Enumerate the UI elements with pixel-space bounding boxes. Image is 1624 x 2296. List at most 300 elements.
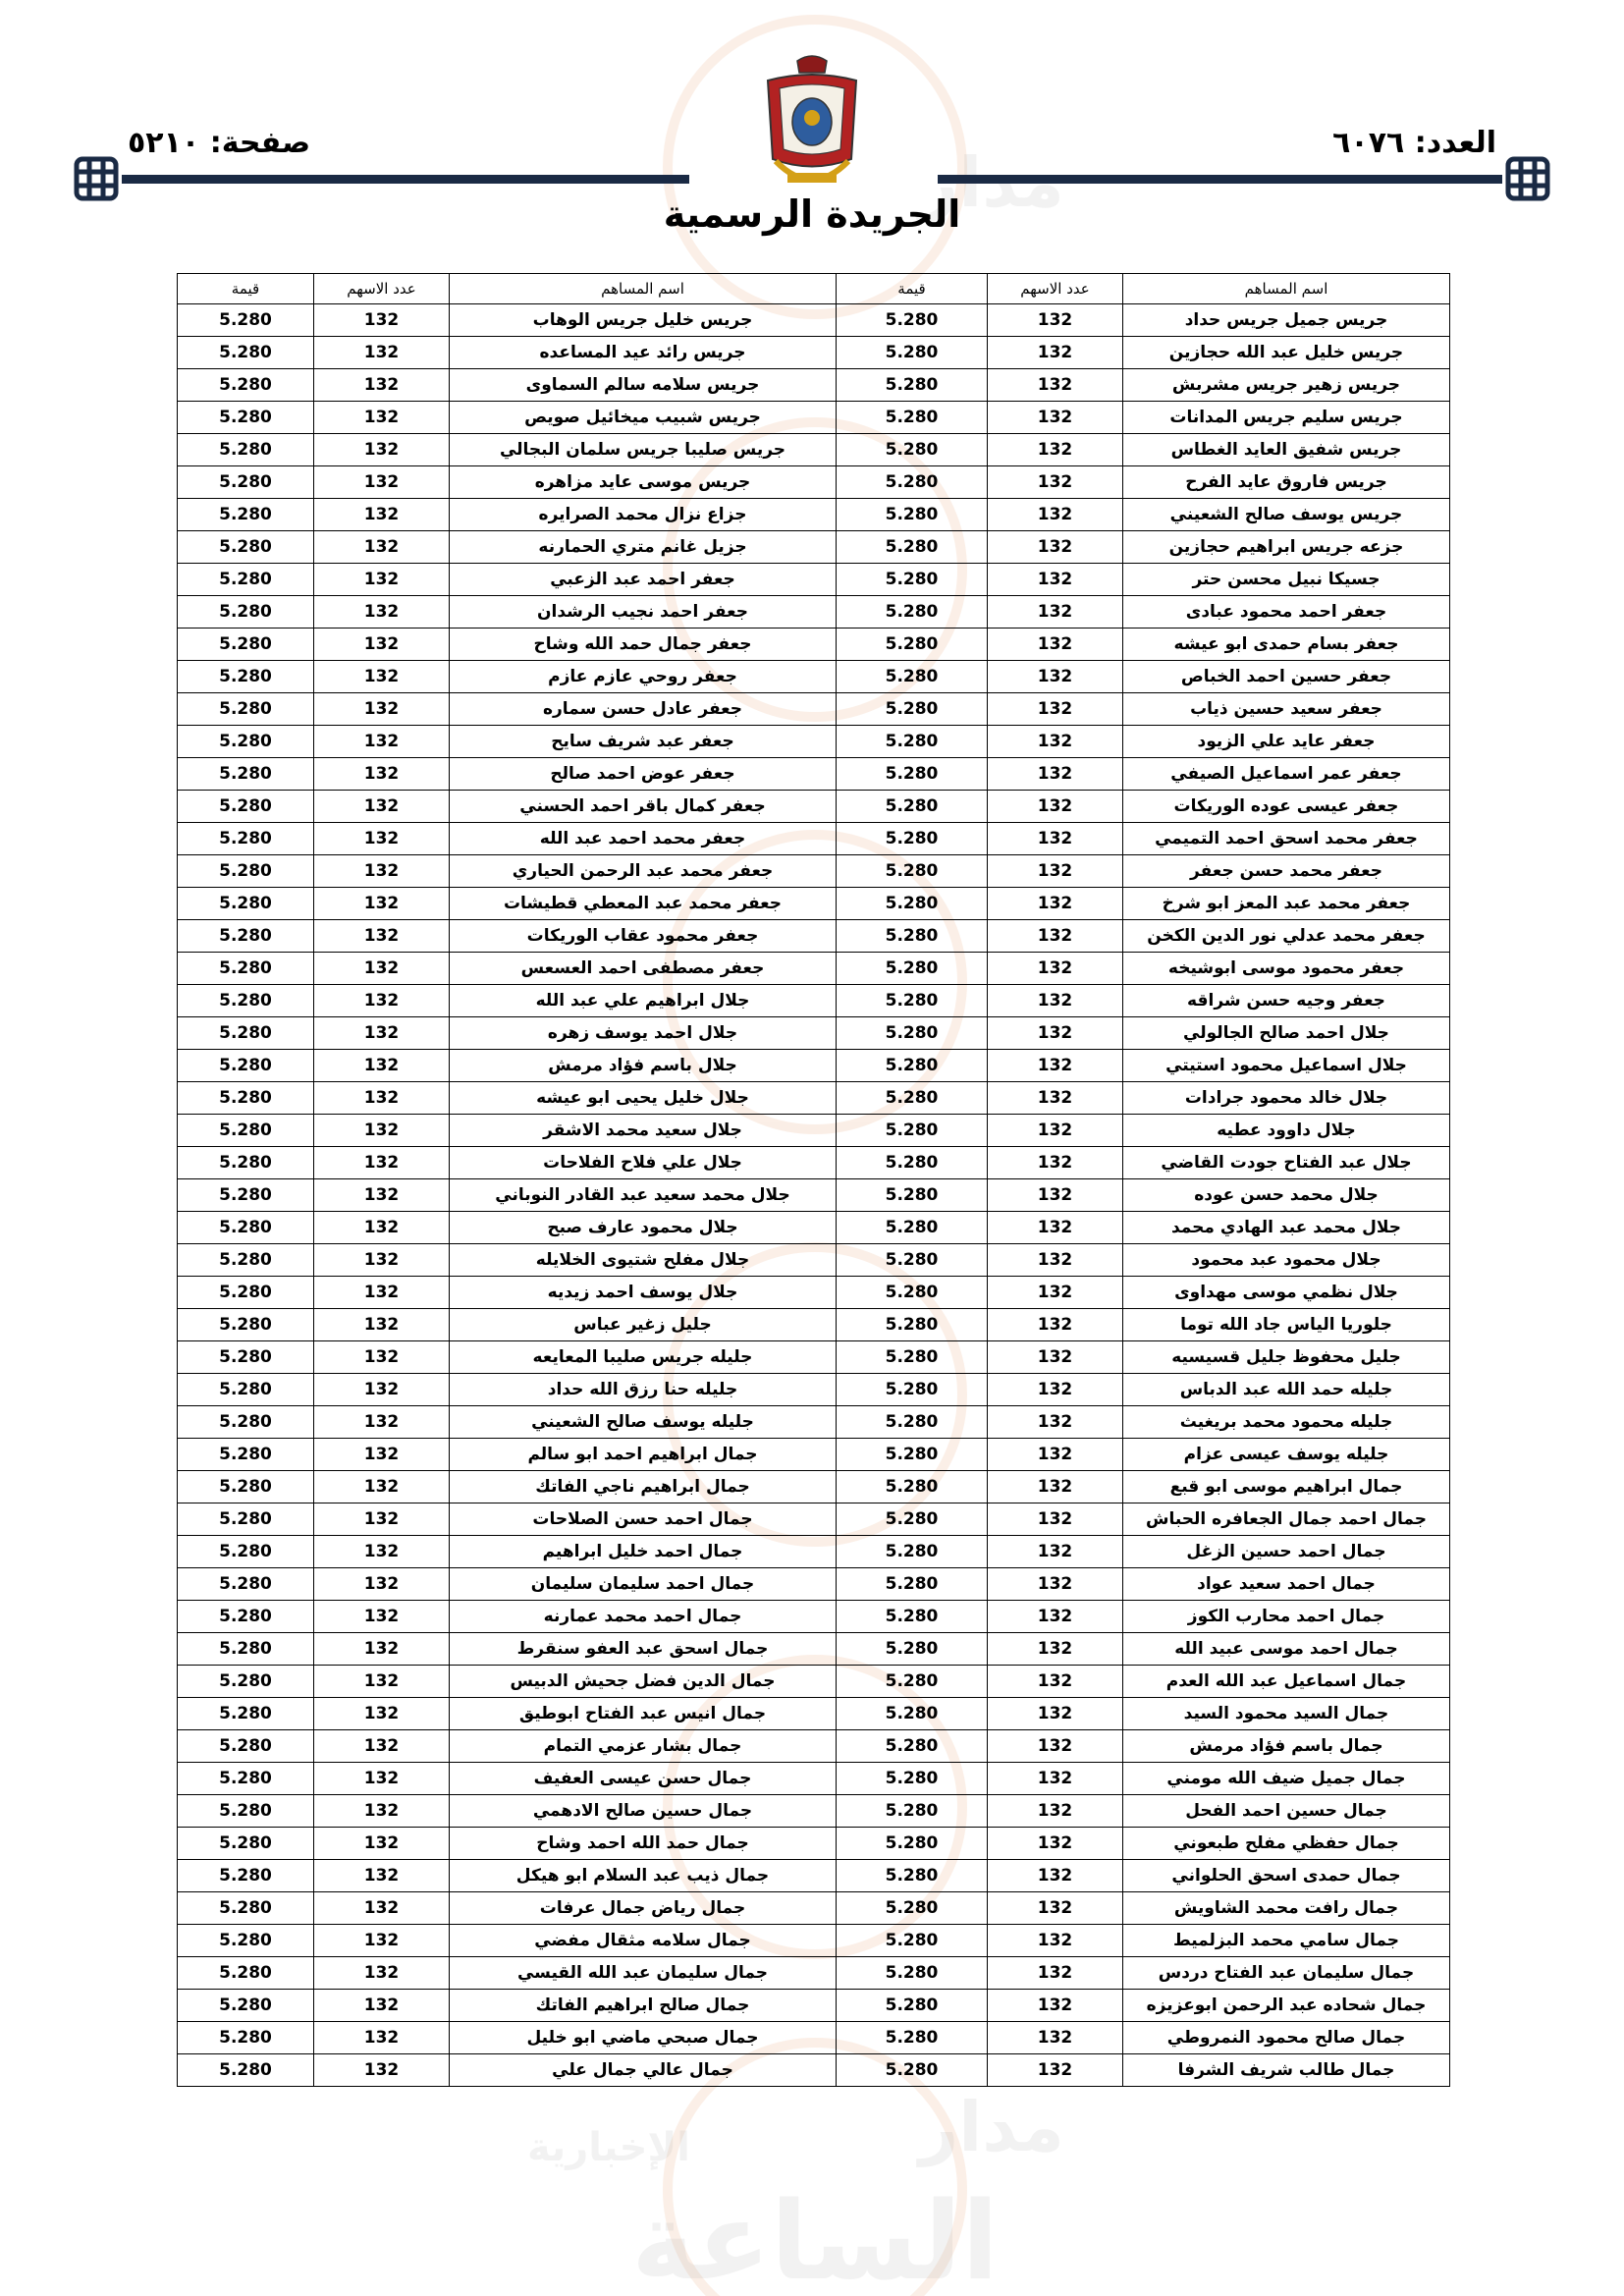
share-value-left: 5.280 xyxy=(178,1406,314,1439)
share-count-right: 132 xyxy=(988,1341,1123,1374)
share-value-left: 5.280 xyxy=(178,758,314,791)
shareholder-name-right: جمال احمد جمال الجعافره الحباش xyxy=(1123,1503,1450,1536)
shareholder-name-right: جمال حفظي مفلح طبعوني xyxy=(1123,1828,1450,1860)
shareholder-name-right: جلال داوود عطيه xyxy=(1123,1115,1450,1147)
table-row xyxy=(178,1892,1450,1925)
shareholder-name-left: جزاع نزال محمد الصرايره xyxy=(450,499,837,531)
share-value-left: 5.280 xyxy=(178,2022,314,2054)
share-count-left: 132 xyxy=(314,661,450,693)
header-value-right: قيمة xyxy=(837,274,988,304)
share-value-right: 5.280 xyxy=(837,2054,988,2087)
share-value-left: 5.280 xyxy=(178,1439,314,1471)
shareholder-name-right: جعفر بسام حمدى ابو عيشه xyxy=(1123,629,1450,661)
share-count-left: 132 xyxy=(314,1795,450,1828)
shareholder-name-left: جمال حسين صالح الادهمي xyxy=(450,1795,837,1828)
share-count-left: 132 xyxy=(314,1374,450,1406)
gazette-title: الجريدة الرسمية xyxy=(663,192,961,236)
share-count-right: 132 xyxy=(988,1115,1123,1147)
table-row xyxy=(178,888,1450,920)
shareholder-name-left: جلال محمد سعيد عبد القادر النوباني xyxy=(450,1179,837,1212)
shareholder-name-right: جمال سامي محمد البزلميط xyxy=(1123,1925,1450,1957)
shareholder-name-left: جمال صبحي ماضي ابو خليل xyxy=(450,2022,837,2054)
share-count-left: 132 xyxy=(314,1503,450,1536)
share-value-left: 5.280 xyxy=(178,1179,314,1212)
shareholder-name-left: جمال ذيب عبد السلام ابو هيكل xyxy=(450,1860,837,1892)
share-count-left: 132 xyxy=(314,1892,450,1925)
table-row xyxy=(178,823,1450,855)
shareholder-name-left: جريس موسى عايد مزاهره xyxy=(450,466,837,499)
share-value-right: 5.280 xyxy=(837,337,988,369)
share-count-left: 132 xyxy=(314,1828,450,1860)
share-value-right: 5.280 xyxy=(837,1763,988,1795)
share-count-left: 132 xyxy=(314,304,450,337)
shareholder-name-left: جمال ابراهيم احمد ابو سالم xyxy=(450,1439,837,1471)
header-count-left: عدد الاسهم xyxy=(314,274,450,304)
share-count-left: 132 xyxy=(314,629,450,661)
table-row xyxy=(178,1017,1450,1050)
share-count-right: 132 xyxy=(988,985,1123,1017)
share-value-right: 5.280 xyxy=(837,1277,988,1309)
share-count-right: 132 xyxy=(988,1698,1123,1730)
share-count-left: 132 xyxy=(314,693,450,726)
share-value-right: 5.280 xyxy=(837,369,988,402)
shareholder-name-right: جمال طالب شريف الشرفا xyxy=(1123,2054,1450,2087)
header-rule-right xyxy=(938,175,1502,184)
share-value-right: 5.280 xyxy=(837,1828,988,1860)
share-value-left: 5.280 xyxy=(178,2054,314,2087)
share-value-left: 5.280 xyxy=(178,693,314,726)
shareholder-name-right: جعفر عمر اسماعيل الصيفي xyxy=(1123,758,1450,791)
shareholder-name-right: جلال محمد عبد الهادي محمد xyxy=(1123,1212,1450,1244)
shareholder-name-right: جريس جميل جريس حداد xyxy=(1123,304,1450,337)
table-row xyxy=(178,1341,1450,1374)
share-value-right: 5.280 xyxy=(837,1568,988,1601)
share-value-left: 5.280 xyxy=(178,1633,314,1666)
share-count-right: 132 xyxy=(988,1633,1123,1666)
share-count-left: 132 xyxy=(314,1050,450,1082)
shareholder-name-right: جعفر احمد محمود عبادى xyxy=(1123,596,1450,629)
share-value-right: 5.280 xyxy=(837,1179,988,1212)
share-value-left: 5.280 xyxy=(178,1503,314,1536)
shareholder-name-left: جعفر كمال باقر احمد الحسني xyxy=(450,791,837,823)
shareholder-name-left: جمال سلامه مثقال مفضي xyxy=(450,1925,837,1957)
share-count-left: 132 xyxy=(314,823,450,855)
shareholder-name-left: جلال خليل يحيى ابو عيشه xyxy=(450,1082,837,1115)
share-count-left: 132 xyxy=(314,564,450,596)
shareholder-name-left: جعفر احمد نجيب الرشدان xyxy=(450,596,837,629)
shareholder-name-right: جلوريا الياس جاد الله توما xyxy=(1123,1309,1450,1341)
share-value-left: 5.280 xyxy=(178,1698,314,1730)
share-value-right: 5.280 xyxy=(837,1050,988,1082)
shareholder-name-left: جلال باسم فؤاد مرمش xyxy=(450,1050,837,1082)
table-row xyxy=(178,661,1450,693)
share-value-left: 5.280 xyxy=(178,1147,314,1179)
share-value-right: 5.280 xyxy=(837,823,988,855)
share-value-left: 5.280 xyxy=(178,1212,314,1244)
share-count-left: 132 xyxy=(314,1990,450,2022)
share-value-right: 5.280 xyxy=(837,1341,988,1374)
table-row xyxy=(178,629,1450,661)
share-count-left: 132 xyxy=(314,1471,450,1503)
table-row xyxy=(178,2054,1450,2087)
shareholder-name-left: جمال حسن عيسى العفيف xyxy=(450,1763,837,1795)
share-value-left: 5.280 xyxy=(178,1536,314,1568)
table-row xyxy=(178,693,1450,726)
share-count-left: 132 xyxy=(314,920,450,953)
shareholder-name-right: جمال سليمان عبد الفتاح دردس xyxy=(1123,1957,1450,1990)
table-row xyxy=(178,402,1450,434)
share-value-left: 5.280 xyxy=(178,531,314,564)
shareholder-name-left: جعفر احمد عبد الزعبي xyxy=(450,564,837,596)
share-count-right: 132 xyxy=(988,1536,1123,1568)
shareholder-name-left: جريس خليل جريس الوهاب xyxy=(450,304,837,337)
shareholder-name-left: جمال عالي جمال علي xyxy=(450,2054,837,2087)
share-count-left: 132 xyxy=(314,758,450,791)
shareholder-name-right: جعفر محمد حسن جعفر xyxy=(1123,855,1450,888)
share-value-right: 5.280 xyxy=(837,1795,988,1828)
table-row xyxy=(178,1471,1450,1503)
shareholder-name-left: جمال احمد محمد عمارنه xyxy=(450,1601,837,1633)
shareholder-name-left: جزيل غانم متري الحمارنه xyxy=(450,531,837,564)
header-value-left: قيمة xyxy=(178,274,314,304)
page-number: صفحة: ٥٢١٠ xyxy=(128,126,311,160)
table-row xyxy=(178,1601,1450,1633)
share-count-right: 132 xyxy=(988,564,1123,596)
issue-number: العدد: ٦٠٧٦ xyxy=(1332,126,1496,160)
table-row xyxy=(178,337,1450,369)
table-row xyxy=(178,1179,1450,1212)
share-value-right: 5.280 xyxy=(837,693,988,726)
table-row xyxy=(178,1115,1450,1147)
share-count-left: 132 xyxy=(314,791,450,823)
share-value-left: 5.280 xyxy=(178,1471,314,1503)
shareholder-name-left: جليله جريس صليبا المعايعه xyxy=(450,1341,837,1374)
table-row xyxy=(178,1763,1450,1795)
share-value-right: 5.280 xyxy=(837,564,988,596)
share-count-left: 132 xyxy=(314,369,450,402)
shareholder-name-left: جعفر روحي عازم عازم xyxy=(450,661,837,693)
watermark-brand-2: مدار xyxy=(918,2087,1065,2167)
table-row xyxy=(178,726,1450,758)
shareholder-name-left: جليله يوسف صالح الشعيني xyxy=(450,1406,837,1439)
shareholder-name-right: جمال شحاده عبد الرحمن ابوعزيزه xyxy=(1123,1990,1450,2022)
share-value-left: 5.280 xyxy=(178,1860,314,1892)
share-count-right: 132 xyxy=(988,693,1123,726)
header-name-left: اسم المساهم xyxy=(450,274,837,304)
shareholder-name-right: جمال باسم فؤاد مرمش xyxy=(1123,1730,1450,1763)
table-row xyxy=(178,1212,1450,1244)
share-count-right: 132 xyxy=(988,531,1123,564)
share-count-left: 132 xyxy=(314,1082,450,1115)
header-count-right: عدد الاسهم xyxy=(988,274,1123,304)
share-count-right: 132 xyxy=(988,466,1123,499)
page-header xyxy=(0,0,1624,255)
share-count-right: 132 xyxy=(988,1860,1123,1892)
table-row xyxy=(178,499,1450,531)
shareholder-name-right: جريس خليل عبد الله حجازين xyxy=(1123,337,1450,369)
shareholders-table xyxy=(177,273,1450,2087)
shareholder-name-right: جليله حمد الله عبد الدباس xyxy=(1123,1374,1450,1406)
share-value-right: 5.280 xyxy=(837,1957,988,1990)
share-value-left: 5.280 xyxy=(178,1601,314,1633)
shareholder-name-right: جمال حمدى اسحق الحلواني xyxy=(1123,1860,1450,1892)
share-value-left: 5.280 xyxy=(178,1828,314,1860)
share-count-left: 132 xyxy=(314,726,450,758)
share-count-right: 132 xyxy=(988,888,1123,920)
share-count-right: 132 xyxy=(988,337,1123,369)
share-value-right: 5.280 xyxy=(837,791,988,823)
shareholder-name-left: جمال بشار عزمي التمام xyxy=(450,1730,837,1763)
share-count-left: 132 xyxy=(314,1439,450,1471)
share-count-left: 132 xyxy=(314,1309,450,1341)
table-row xyxy=(178,1990,1450,2022)
shareholder-name-left: جريس صليبا جريس سلمان البجالي xyxy=(450,434,837,466)
share-count-right: 132 xyxy=(988,953,1123,985)
table-row xyxy=(178,1244,1450,1277)
share-count-left: 132 xyxy=(314,1957,450,1990)
share-count-right: 132 xyxy=(988,434,1123,466)
shareholder-name-left: جليل زغير عباس xyxy=(450,1309,837,1341)
shareholder-name-left: جلال مفلح شتيوى الخلايله xyxy=(450,1244,837,1277)
watermark-sub: الإخبارية xyxy=(527,2125,690,2170)
share-count-right: 132 xyxy=(988,726,1123,758)
share-value-left: 5.280 xyxy=(178,1050,314,1082)
share-value-right: 5.280 xyxy=(837,1990,988,2022)
shareholders-table-wrapper xyxy=(177,273,1449,2087)
share-count-left: 132 xyxy=(314,1633,450,1666)
share-value-left: 5.280 xyxy=(178,564,314,596)
share-value-left: 5.280 xyxy=(178,369,314,402)
share-count-right: 132 xyxy=(988,1244,1123,1277)
share-value-left: 5.280 xyxy=(178,726,314,758)
shareholder-name-left: جعفر جمال حمد الله وشاح xyxy=(450,629,837,661)
table-row xyxy=(178,1147,1450,1179)
share-count-left: 132 xyxy=(314,1147,450,1179)
shareholder-name-left: جمال ابراهيم ناجي الفاتك xyxy=(450,1471,837,1503)
share-count-left: 132 xyxy=(314,1925,450,1957)
share-count-right: 132 xyxy=(988,791,1123,823)
share-count-right: 132 xyxy=(988,920,1123,953)
share-value-left: 5.280 xyxy=(178,1309,314,1341)
table-row xyxy=(178,1406,1450,1439)
table-row xyxy=(178,1730,1450,1763)
shareholder-name-left: جريس شبيب ميخائيل صويص xyxy=(450,402,837,434)
share-count-right: 132 xyxy=(988,1050,1123,1082)
share-value-right: 5.280 xyxy=(837,1406,988,1439)
share-count-right: 132 xyxy=(988,1990,1123,2022)
share-value-right: 5.280 xyxy=(837,758,988,791)
table-row xyxy=(178,1957,1450,1990)
share-count-left: 132 xyxy=(314,1730,450,1763)
table-row xyxy=(178,304,1450,337)
table-row xyxy=(178,466,1450,499)
shareholder-name-left: جلال احمد يوسف زهره xyxy=(450,1017,837,1050)
share-count-right: 132 xyxy=(988,1763,1123,1795)
share-count-right: 132 xyxy=(988,758,1123,791)
share-value-right: 5.280 xyxy=(837,1860,988,1892)
table-row xyxy=(178,434,1450,466)
table-row xyxy=(178,369,1450,402)
share-count-left: 132 xyxy=(314,402,450,434)
share-value-left: 5.280 xyxy=(178,1568,314,1601)
shareholder-name-right: جمال ابراهيم موسى ابو قبع xyxy=(1123,1471,1450,1503)
share-count-left: 132 xyxy=(314,434,450,466)
shareholder-name-left: جمال احمد حسن الصلاحات xyxy=(450,1503,837,1536)
table-row xyxy=(178,1374,1450,1406)
share-count-right: 132 xyxy=(988,629,1123,661)
share-count-left: 132 xyxy=(314,953,450,985)
share-value-right: 5.280 xyxy=(837,1471,988,1503)
share-count-left: 132 xyxy=(314,1860,450,1892)
shareholder-name-right: جريس يوسف صالح الشعيني xyxy=(1123,499,1450,531)
share-value-left: 5.280 xyxy=(178,1795,314,1828)
share-count-right: 132 xyxy=(988,1374,1123,1406)
share-count-left: 132 xyxy=(314,1244,450,1277)
share-count-right: 132 xyxy=(988,596,1123,629)
share-count-right: 132 xyxy=(988,1601,1123,1633)
shareholder-name-right: جريس زهير جريس مشربش xyxy=(1123,369,1450,402)
share-value-right: 5.280 xyxy=(837,1147,988,1179)
share-value-right: 5.280 xyxy=(837,531,988,564)
shareholder-name-right: جريس سليم جريس المدانات xyxy=(1123,402,1450,434)
table-header-row xyxy=(178,274,1450,304)
share-count-right: 132 xyxy=(988,1082,1123,1115)
share-count-right: 132 xyxy=(988,1925,1123,1957)
header-name-right: اسم المساهم xyxy=(1123,274,1450,304)
share-value-left: 5.280 xyxy=(178,1990,314,2022)
share-count-left: 132 xyxy=(314,1406,450,1439)
shareholder-name-right: جعفر سعيد حسين ذياب xyxy=(1123,693,1450,726)
share-count-right: 132 xyxy=(988,1892,1123,1925)
shareholder-name-left: جعفر عوض احمد صالح xyxy=(450,758,837,791)
share-count-right: 132 xyxy=(988,1666,1123,1698)
share-value-left: 5.280 xyxy=(178,661,314,693)
table-row xyxy=(178,1439,1450,1471)
shareholder-name-right: جعفر محمد اسحق احمد التميمي xyxy=(1123,823,1450,855)
shareholder-name-right: جمال احمد محارب الكوز xyxy=(1123,1601,1450,1633)
share-value-left: 5.280 xyxy=(178,499,314,531)
coat-of-arms-icon xyxy=(758,51,866,198)
shareholder-name-right: جليله محمود محمد بريغيث xyxy=(1123,1406,1450,1439)
share-count-right: 132 xyxy=(988,1471,1123,1503)
share-value-right: 5.280 xyxy=(837,661,988,693)
shareholder-name-left: جريس سلامه سالم السماوى xyxy=(450,369,837,402)
shareholder-name-left: جلال يوسف احمد زيديه xyxy=(450,1277,837,1309)
share-value-right: 5.280 xyxy=(837,1601,988,1633)
share-value-right: 5.280 xyxy=(837,1536,988,1568)
shareholder-name-right: جعفر محمود موسى ابوشيخه xyxy=(1123,953,1450,985)
share-count-right: 132 xyxy=(988,1957,1123,1990)
shareholder-name-right: جلال احمد صالح الجالولي xyxy=(1123,1017,1450,1050)
shareholder-name-left: جعفر محمد عبد المعطي قطيشات xyxy=(450,888,837,920)
share-count-left: 132 xyxy=(314,1179,450,1212)
share-value-right: 5.280 xyxy=(837,1892,988,1925)
shareholder-name-left: جعفر محمد عبد الرحمن الحياري xyxy=(450,855,837,888)
share-value-left: 5.280 xyxy=(178,1666,314,1698)
shareholder-name-left: جريس رائد عيد المساعده xyxy=(450,337,837,369)
share-count-left: 132 xyxy=(314,1115,450,1147)
shareholder-name-left: جمال اسحق عبد العفو سنقرط xyxy=(450,1633,837,1666)
share-count-left: 132 xyxy=(314,1212,450,1244)
shareholder-name-left: جلال علي فلاح الفلاحات xyxy=(450,1147,837,1179)
table-row xyxy=(178,564,1450,596)
share-count-right: 132 xyxy=(988,1795,1123,1828)
shareholder-name-right: جعفر محمد عدلي نور الدين الكخن xyxy=(1123,920,1450,953)
share-value-right: 5.280 xyxy=(837,985,988,1017)
share-value-right: 5.280 xyxy=(837,596,988,629)
share-value-left: 5.280 xyxy=(178,1277,314,1309)
shareholder-name-left: جمال احمد خليل ابراهيم xyxy=(450,1536,837,1568)
share-count-left: 132 xyxy=(314,1017,450,1050)
share-value-right: 5.280 xyxy=(837,1730,988,1763)
shareholder-name-right: جلال محمد حسن عوده xyxy=(1123,1179,1450,1212)
share-value-right: 5.280 xyxy=(837,2022,988,2054)
share-value-left: 5.280 xyxy=(178,1115,314,1147)
table-row xyxy=(178,531,1450,564)
share-value-right: 5.280 xyxy=(837,434,988,466)
table-row xyxy=(178,1698,1450,1730)
table-row xyxy=(178,758,1450,791)
table-row xyxy=(178,1860,1450,1892)
share-value-right: 5.280 xyxy=(837,1698,988,1730)
share-count-right: 132 xyxy=(988,1212,1123,1244)
share-value-left: 5.280 xyxy=(178,1730,314,1763)
shareholder-name-left: جمال الدين فضل جحيش الدبيس xyxy=(450,1666,837,1698)
share-value-right: 5.280 xyxy=(837,1503,988,1536)
share-count-left: 132 xyxy=(314,596,450,629)
share-value-right: 5.280 xyxy=(837,499,988,531)
table-row xyxy=(178,1666,1450,1698)
shareholder-name-left: جمال سليمان عبد الله القيسي xyxy=(450,1957,837,1990)
shareholder-name-left: جعفر محمد احمد عبد الله xyxy=(450,823,837,855)
share-value-right: 5.280 xyxy=(837,1925,988,1957)
share-value-left: 5.280 xyxy=(178,1925,314,1957)
shareholder-name-right: جمال السيد محمود السيد xyxy=(1123,1698,1450,1730)
share-value-right: 5.280 xyxy=(837,1082,988,1115)
shareholder-name-right: جمال جميل ضيف الله مومني xyxy=(1123,1763,1450,1795)
table-row xyxy=(178,1309,1450,1341)
shareholder-name-left: جمال انيس عبد الفتاح ابوطيق xyxy=(450,1698,837,1730)
shareholder-name-left: جمال صالح ابراهيم الفاتك xyxy=(450,1990,837,2022)
share-value-right: 5.280 xyxy=(837,1115,988,1147)
share-count-right: 132 xyxy=(988,499,1123,531)
shareholder-name-right: جمال صالح محمود النمروطي xyxy=(1123,2022,1450,2054)
table-row xyxy=(178,1828,1450,1860)
share-value-right: 5.280 xyxy=(837,1212,988,1244)
watermark-big: الساعة xyxy=(630,2178,1000,2296)
shareholder-name-right: جمال حسين احمد الفحل xyxy=(1123,1795,1450,1828)
shareholder-name-right: جمال رافت محمد الشاويش xyxy=(1123,1892,1450,1925)
share-value-left: 5.280 xyxy=(178,1957,314,1990)
share-count-left: 132 xyxy=(314,2054,450,2087)
share-value-left: 5.280 xyxy=(178,466,314,499)
shareholder-name-right: جلال عبد الفتاح جودت القاضي xyxy=(1123,1147,1450,1179)
shareholder-name-right: جمال احمد سعيد عواد xyxy=(1123,1568,1450,1601)
share-value-right: 5.280 xyxy=(837,1666,988,1698)
share-count-right: 132 xyxy=(988,1503,1123,1536)
share-count-right: 132 xyxy=(988,1277,1123,1309)
shareholder-name-left: جلال سعيد محمد الاشقر xyxy=(450,1115,837,1147)
share-value-left: 5.280 xyxy=(178,1374,314,1406)
shareholder-name-right: جلال خالد محمود جرادات xyxy=(1123,1082,1450,1115)
share-value-left: 5.280 xyxy=(178,1892,314,1925)
shareholder-name-right: جليله يوسف عيسى عزام xyxy=(1123,1439,1450,1471)
share-value-left: 5.280 xyxy=(178,823,314,855)
share-value-left: 5.280 xyxy=(178,1017,314,1050)
table-row xyxy=(178,791,1450,823)
share-count-left: 132 xyxy=(314,1277,450,1309)
shareholder-name-right: جعفر حسين احمد الخباص xyxy=(1123,661,1450,693)
